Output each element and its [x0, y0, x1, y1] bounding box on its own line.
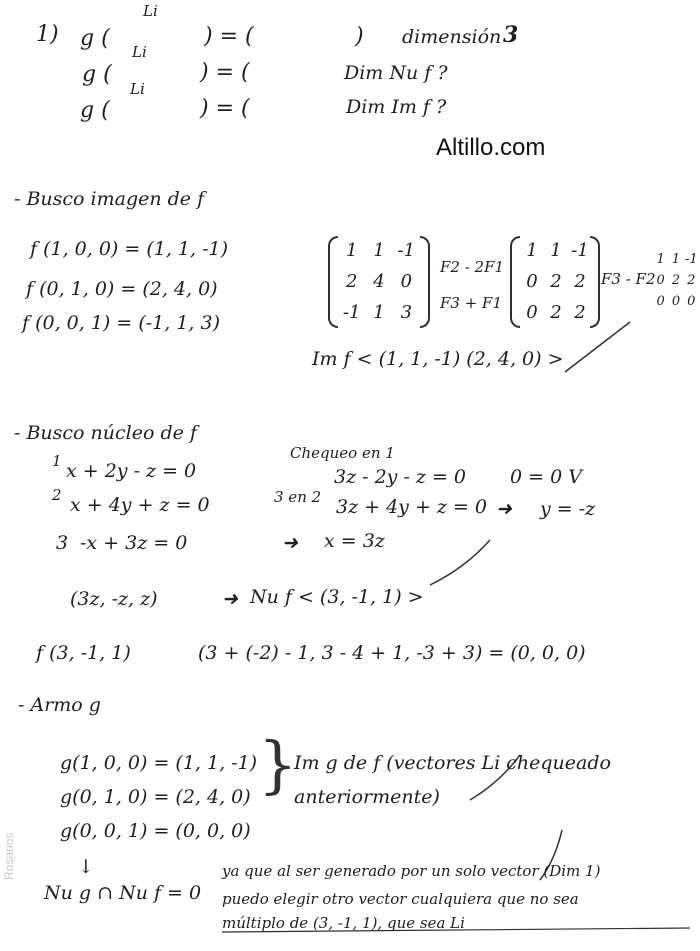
matrix-cell: 1: [373, 302, 385, 323]
final-line-2: puedo elegir otro vector cualquiera que no sea: [222, 890, 579, 908]
g1-dimension: 3: [503, 22, 519, 48]
kernel-row-3-num: 3: [56, 532, 69, 554]
g3-left: g (: [80, 98, 110, 123]
matrix-cell: -1: [571, 240, 589, 261]
check-stroke-1: [565, 322, 630, 372]
g3-right: ) = (: [200, 96, 250, 121]
matrix-cell: 2: [345, 271, 358, 292]
g-eq-2: g(0, 1, 0) = (2, 4, 0): [60, 786, 251, 808]
matrix-cell: 1: [373, 240, 385, 261]
verify-left: f (3, -1, 1): [36, 642, 131, 664]
matrix-cell: 1: [550, 240, 562, 261]
matrix-cell: 2: [671, 273, 681, 288]
g1-note: dimensión: [402, 26, 502, 48]
matrix-cell: 0: [526, 302, 538, 323]
matrix-cell: 1: [656, 252, 665, 267]
matrix-2-right-bracket: [590, 236, 600, 328]
kernel-row-1-num: 1: [52, 452, 62, 470]
g2-right: ) = (: [200, 60, 250, 85]
kernel-row-3-result: x = 3z: [324, 530, 385, 552]
matrix-cell: 1: [671, 252, 681, 267]
check-label: 3 en 2: [274, 488, 322, 506]
g1-left: g (: [80, 26, 110, 51]
matrix-cell: -1: [342, 302, 361, 323]
matrix-cell: 0: [687, 294, 696, 309]
matrix-cell: 0: [656, 294, 665, 309]
matrix-cell: 0: [671, 294, 681, 309]
g-eq-1: g(1, 0, 0) = (1, 1, -1): [60, 752, 258, 774]
check-eq-2-result: y = -z: [540, 498, 596, 520]
g-eq-3: g(0, 0, 1) = (0, 0, 0): [60, 820, 251, 842]
matrix-1-right-bracket: [420, 236, 430, 328]
matrix-1-left-bracket: [328, 236, 338, 328]
down-arrow-icon: ↓: [78, 856, 94, 878]
g-note-line-2: anteriormente): [294, 786, 440, 808]
matrix-2: [520, 240, 592, 323]
kernel-heading: - Busco núcleo de f: [14, 422, 197, 444]
check-stroke-2: [430, 540, 490, 585]
matrix-cell: -1: [397, 240, 416, 261]
side-note: Rosarios: [2, 832, 16, 880]
image-heading: - Busco imagen de f: [14, 188, 205, 210]
kernel-row-2-num: 2: [52, 486, 62, 504]
g-heading: - Armo g: [18, 694, 101, 716]
g2-superscript: Li: [132, 43, 147, 61]
matrix-cell: 2: [574, 271, 586, 292]
matrix-cell: 2: [550, 271, 562, 292]
matrix-cell: 1: [526, 240, 538, 261]
arrow-icon: ➜: [496, 498, 512, 520]
problem-number: 1): [36, 22, 59, 47]
matrix-cell: 3: [400, 302, 413, 323]
kernel-row-1: x + 2y - z = 0: [66, 460, 197, 482]
g3-note: Dim Im f ?: [346, 96, 447, 118]
row-op-3: F3 - F2: [601, 270, 656, 288]
image-eq-1: f (1, 0, 0) = (1, 1, -1): [30, 238, 228, 260]
verify-right: (3 + (-2) - 1, 3 - 4 + 1, -3 + 3) = (0, 0, 0): [198, 642, 586, 664]
row-op-1: F2 - 2F1: [440, 258, 505, 276]
matrix-cell: 2: [687, 273, 696, 288]
final-left: Nu g ∩ Nu f = 0: [44, 882, 202, 904]
matrix-cell: 4: [373, 271, 385, 292]
check-eq-1: 3z - 2y - z = 0: [334, 466, 467, 488]
g3-superscript: Li: [130, 80, 145, 98]
check-title: Chequeo en 1: [290, 444, 395, 462]
image-eq-3: f (0, 0, 1) = (-1, 1, 3): [22, 312, 220, 334]
row-op-2: F3 + F1: [440, 294, 503, 312]
kernel-row-2: x + 4y + z = 0: [70, 494, 210, 516]
matrix-cell: 0: [400, 271, 413, 292]
matrix-3: [653, 252, 699, 309]
image-result: Im f < (1, 1, -1) (2, 4, 0) >: [312, 348, 564, 370]
matrix-cell: 2: [550, 302, 562, 323]
check-eq-2: 3z + 4y + z = 0: [336, 496, 488, 518]
matrix-1: [338, 240, 420, 323]
kernel-vector: (3z, -z, z): [70, 588, 158, 610]
matrix-cell: 0: [526, 271, 538, 292]
brand-watermark: Altillo.com: [436, 134, 546, 161]
kernel-row-3: -x + 3z = 0: [80, 532, 188, 554]
curly-brace: }: [258, 728, 298, 801]
g2-left: g (: [82, 62, 112, 87]
g1-right: ) = (: [204, 24, 254, 49]
arrow-icon: ➜: [282, 532, 298, 554]
g1-superscript: Li: [143, 2, 158, 20]
g1-close: ): [355, 24, 364, 49]
image-eq-2: f (0, 1, 0) = (2, 4, 0): [26, 278, 218, 300]
matrix-cell: 2: [574, 302, 586, 323]
check-eq-1-result: 0 = 0 V: [510, 466, 582, 488]
final-line-1: ya que al ser generado por un solo vector (Dim 1): [222, 862, 601, 880]
arrow-icon: ➜: [222, 588, 238, 610]
matrix-cell: 1: [345, 240, 358, 261]
g2-note: Dim Nu f ?: [344, 62, 448, 84]
matrix-2-left-bracket: [510, 236, 520, 328]
matrix-cell: -1: [684, 252, 698, 267]
final-line-3: múltiplo de (3, -1, 1), que sea Li: [222, 914, 465, 932]
matrix-cell: 0: [656, 273, 665, 288]
g-note-line-1: Im g de f (vectores Li chequeado: [294, 752, 611, 774]
kernel-result: Nu f < (3, -1, 1) >: [250, 586, 424, 608]
